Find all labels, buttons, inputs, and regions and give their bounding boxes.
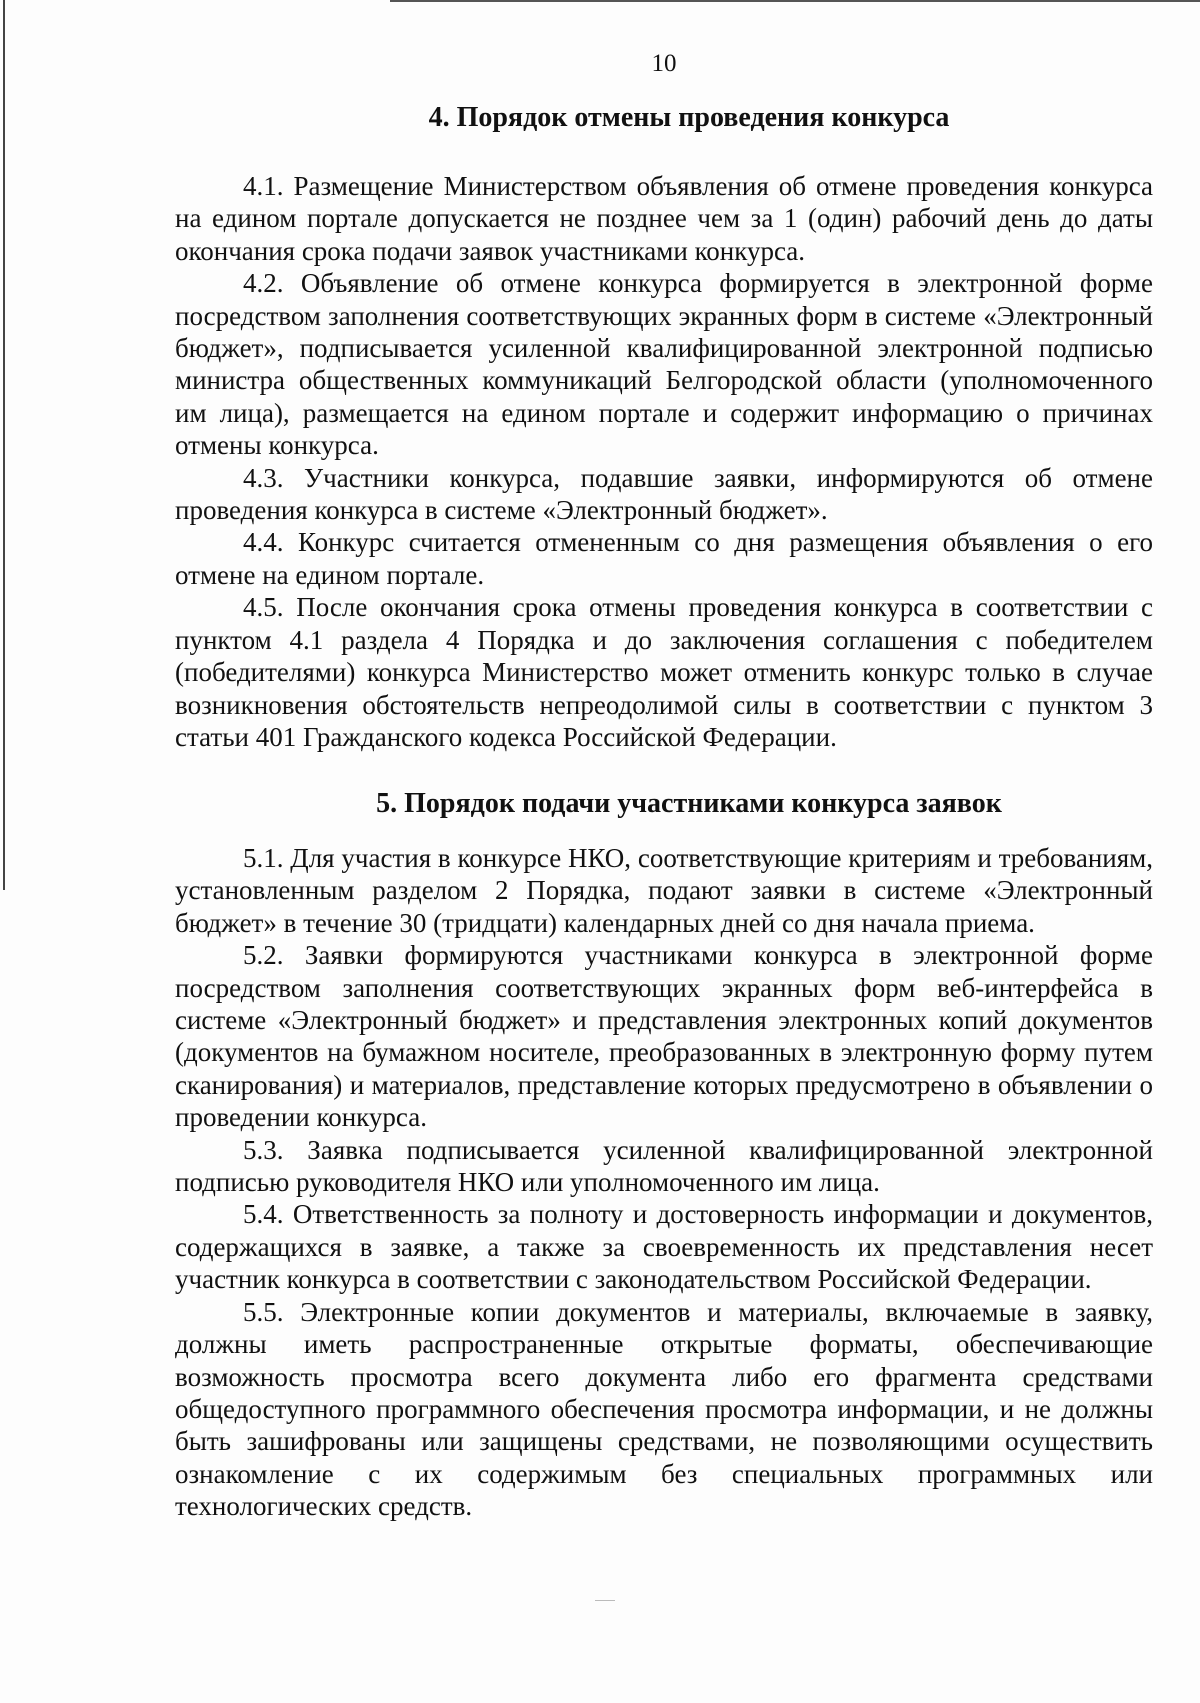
paragraph-4-3: 4.3. Участники конкурса, подавшие заявки, информируются об отмене проведения конкурса в системе «Электронный бюджет».	[175, 462, 1153, 526]
paragraph-4-1: 4.1. Размещение Министерством объявления об отмене проведения конкурса на едином портале допускается не позднее чем за 1 (один) рабочий день до даты окончания срока подачи заявок участниками конкурса.	[175, 171, 1153, 266]
paragraph-4-2: 4.2. Объявление об отмене конкурса формируется в электронной форме посредством заполнения соответствующих экранных форм в системе «Электронный бюджет», подписывается усиленной квалифицированной электронной подписью министра общественных коммуникаций Белгородской области (уполномоченного им лица), размещается на едином портале и содержит информацию о причинах отмены конкурса.	[175, 268, 1153, 461]
scan-edge-left	[3, 0, 5, 890]
paragraph-5-2: 5.2. Заявки формируются участниками конкурса в электронной форме посредством заполнения соответствующих экранных форм веб-интерфейса в системе «Электронный бюджет» и представления электронных копий документов (документов на бумажном носителе, преобразованных в электронную форму путем сканирования) и материалов, представление которых предусмотрено в объявлении о проведении конкурса.	[175, 940, 1153, 1133]
section-5-body	[175, 842, 1153, 1523]
section-5-heading: 5. Порядок подачи участниками конкурса заявок	[376, 788, 1002, 819]
section-4-heading: 4. Порядок отмены проведения конкурса	[428, 102, 950, 133]
paragraph-4-4: 4.4. Конкурс считается отмененным со дня размещения объявления о его отмене на едином портале.	[175, 527, 1153, 590]
scan-mark	[595, 1600, 615, 1601]
paragraph-5-4: 5.4. Ответственность за полноту и достоверность информации и документов, содержащихся в заявке, а также за своевременность их представления несет участник конкурса в соответствии с законодательством Российской Федерации.	[175, 1199, 1153, 1295]
paragraph-5-1: 5.1. Для участия в конкурсе НКО, соответствующие критериям и требованиям, установленным разделом 2 Порядка, подают заявки в системе «Электронный бюджет» в течение 30 (тридцати) календарных дней со дня начала приема.	[175, 843, 1153, 938]
section-4-body	[175, 170, 1153, 753]
paragraph-5-3: 5.3. Заявка подписывается усиленной квалифицированной электронной подписью руководителя НКО или уполномоченного им лица.	[175, 1134, 1153, 1198]
scan-edge-top	[390, 0, 1200, 2]
page-number: 10	[651, 50, 677, 77]
paragraph-4-5: 4.5. После окончания срока отмены проведения конкурса в соответствии с пунктом 4.1 раздела 4 Порядка и до заключения соглашения с победителем (победителями) конкурса Министерство может отменить конкурс только в случае возникновения обстоятельств непреодолимой силы в соответствии с пунктом 3 статьи 401 Гражданского кодекса Российской Федерации.	[175, 592, 1153, 752]
paragraph-5-5: 5.5. Электронные копии документов и материалы, включаемые в заявку, должны иметь распространенные открытые форматы, обеспечивающие возможность просмотра всего документа либо его фрагмента средствами общедоступного программного обеспечения просмотра информации, и не должны быть зашифрованы или защищены средствами, не позволяющими осуществить ознакомление с их содержимым без специальных программных или технологических средств.	[175, 1296, 1153, 1522]
